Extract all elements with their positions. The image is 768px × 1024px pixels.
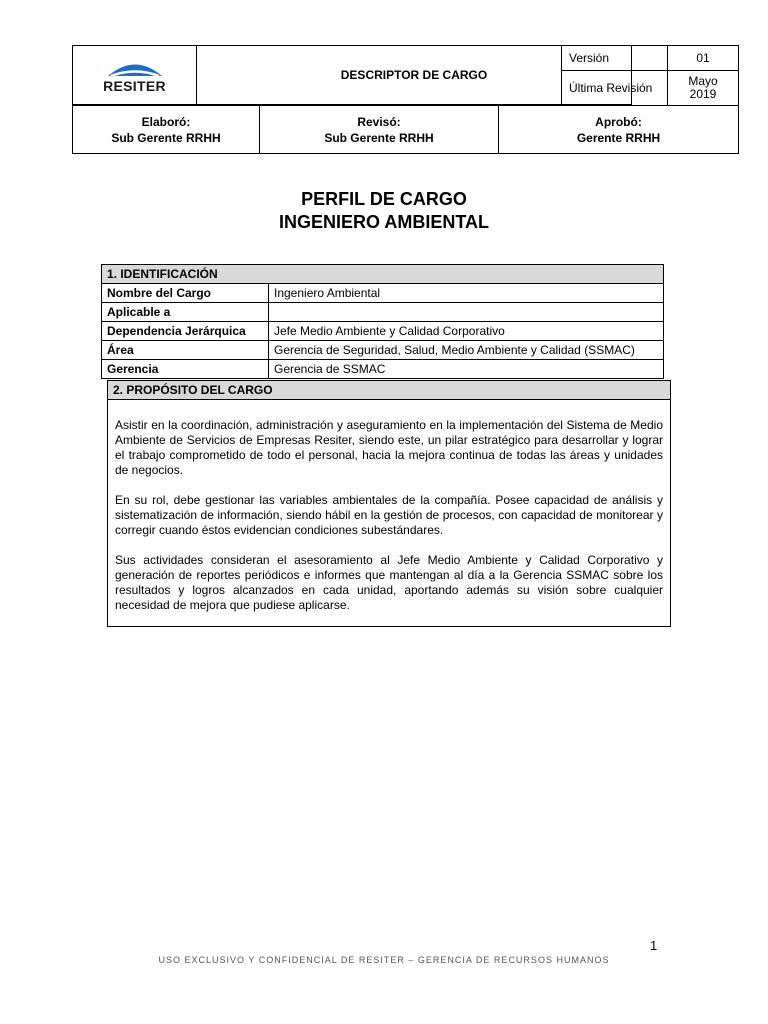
reviso-cell [259, 105, 499, 154]
id-row-label: Aplicable a [101, 302, 269, 322]
revision-month: Mayo [688, 74, 718, 88]
reviso-label: Revisó: [357, 114, 401, 129]
version-label: Versión [561, 45, 668, 71]
reviso-value: Sub Gerente RRHH [324, 130, 434, 145]
identification-heading: 1. IDENTIFICACIÓN [101, 264, 664, 284]
id-row-value: Gerencia de SSMAC [268, 359, 664, 379]
id-row-label: Gerencia [101, 359, 269, 379]
logo-cell [72, 45, 197, 105]
position-title: INGENIERO AMBIENTAL [279, 212, 489, 232]
id-row-value [268, 302, 664, 322]
purpose-heading: 2. PROPÓSITO DEL CARGO [107, 380, 671, 400]
footer-confidential-text: USO EXCLUSIVO Y CONFIDENCIAL DE RESITER – GERENCIA DE RECURSOS HUMANOS [158, 955, 610, 965]
version-value: 01 [667, 45, 739, 71]
purpose-paragraph-2: En su rol, debe gestionar las variables ambientales de la compañía. Posee capacidad de análisis y sistematización de información, siendo hábil en la gestión de procesos, con capacidad de monitorear y corregir cuando éstos evidencian condiciones subestándares. [115, 493, 663, 537]
purpose-section [107, 380, 671, 627]
revision-value [667, 70, 739, 106]
purpose-paragraph-3: Sus actividades consideran el asesoramiento al Jefe Medio Ambiente y Calidad Corporativo y generación de reportes periódicos e informes que mantengan al día a la Gerencia SSMAC sobre los resultados y logros alcanzados en cada unidad, aportando además su visión sobre cualquier necesidad de mejora que pudiese aplicarse. [115, 553, 663, 612]
aprobo-value: Gerente RRHH [576, 130, 661, 145]
id-row-label: Dependencia Jerárquica [101, 321, 269, 341]
id-row-label: Nombre del Cargo [101, 283, 269, 303]
elaboro-value: Sub Gerente RRHH [111, 130, 221, 145]
page-number: 1 [650, 938, 658, 953]
purpose-paragraph-1: Asistir en la coordinación, administración y aseguramiento en la implementación del Sistema de Medio Ambiente de Servicios de Empresas Resiter, siendo este, un pilar estratégico para desarrollar y lograr el trabajo comprometido de todo el personal, hacia la mejora continua de todas las áreas y unidades de negocios. [115, 418, 663, 477]
id-row-label: Área [101, 340, 269, 360]
id-row-value: Ingeniero Ambiental [268, 283, 664, 303]
id-row-value: Gerencia de Seguridad, Salud, Medio Ambiente y Calidad (SSMAC) [268, 340, 664, 360]
document-header [72, 45, 739, 154]
doc-title: DESCRIPTOR DE CARGO [196, 45, 632, 105]
revision-label: Última Revisión [561, 70, 668, 106]
resiter-logo-arc-icon [105, 59, 165, 77]
logo-text: RESITER [103, 77, 166, 94]
id-row-value: Jefe Medio Ambiente y Calidad Corporativo [268, 321, 664, 341]
profile-title: PERFIL DE CARGO [301, 189, 467, 209]
revision-year: 2019 [689, 87, 717, 101]
aprobo-label: Aprobó: [595, 114, 642, 129]
elaboro-cell [72, 105, 260, 154]
elaboro-label: Elaboró: [141, 114, 191, 129]
aprobo-cell [498, 105, 739, 154]
